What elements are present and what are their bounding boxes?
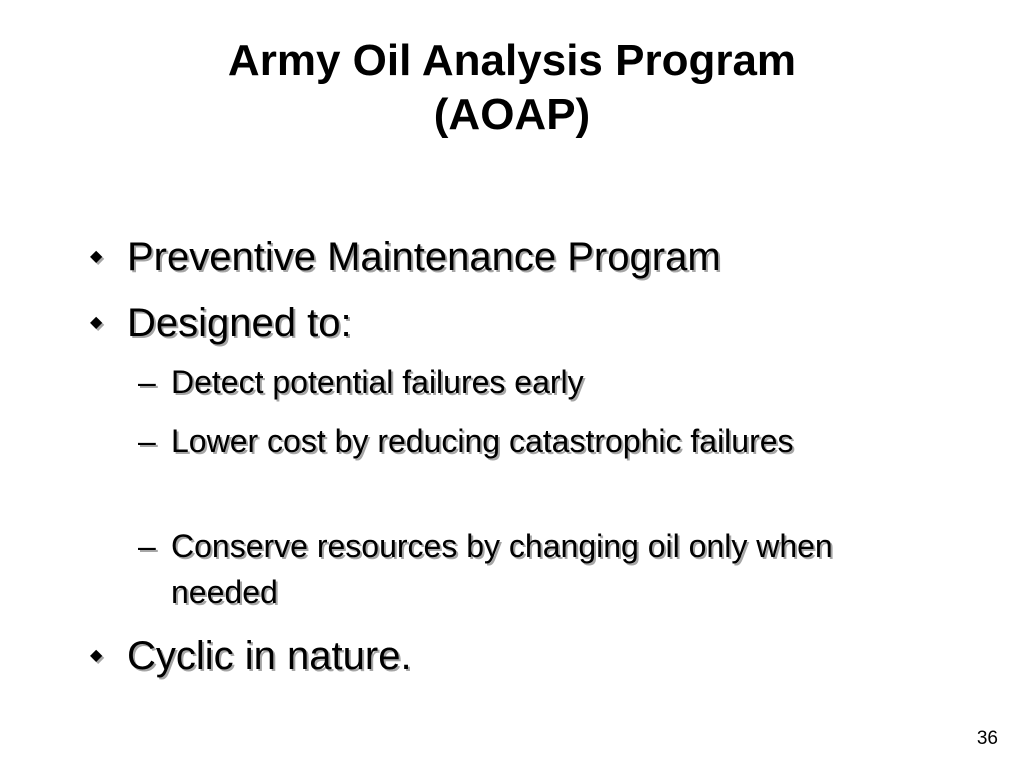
bullet-item [90,300,352,346]
sub-bullet-text: Conserve resources by changing oil only when needed [171,528,833,610]
dash-bullet-icon: – [138,423,156,459]
dash-bullet-icon: – [138,528,156,564]
bullet-item [90,633,412,679]
sub-bullet-item [138,523,901,615]
bullet-text: Cyclic in nature. [127,634,412,678]
sub-bullet-item [138,359,901,405]
sub-bullet-text: Lower cost by reducing catastrophic failures [171,423,794,459]
bullet-item [90,234,721,280]
sub-bullet-text: Detect potential failures early [171,364,584,400]
slide-title-line-1: Army Oil Analysis Program [227,36,797,85]
diamond-bullet-icon: ◆ [90,248,103,265]
page-number: 36 [976,728,998,749]
slide-title-line-2: (AOAP) [433,90,591,139]
dash-bullet-icon: – [138,364,156,400]
diamond-bullet-icon: ◆ [90,647,103,664]
diamond-bullet-icon: ◆ [90,314,103,331]
bullet-text: Designed to: [127,301,352,345]
sub-bullet-item [138,418,831,464]
bullet-text: Preventive Maintenance Program [127,235,721,279]
